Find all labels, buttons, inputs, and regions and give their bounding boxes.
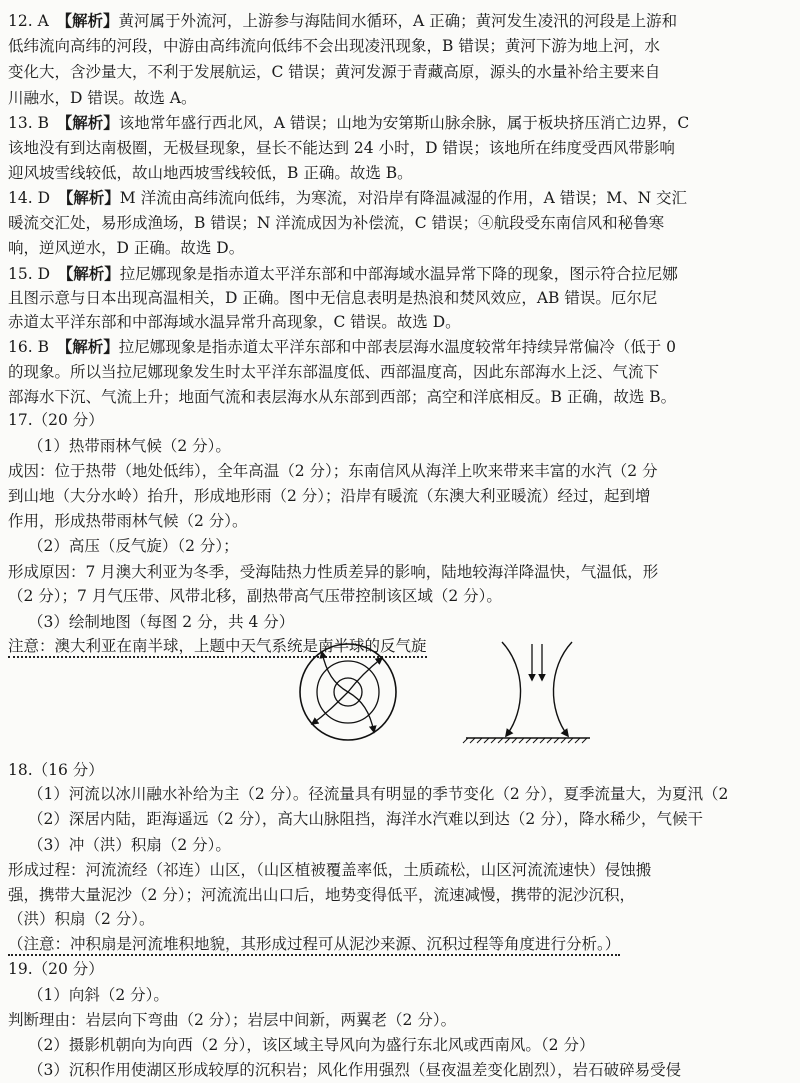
text-segment: （3）沉积作用使湖区形成较厚的沉积岩；风化作用强烈（昼夜温差变化剧烈），岩石破碎易受侵 [28, 1061, 682, 1079]
emphasis-note: （注意：冲积扇是河流堆积地貌，其形成过程可从泥沙来源、沉积过程等角度进行分析。） [8, 935, 620, 956]
text-segment: （2）高压（反气旋）（2 分）； [28, 537, 239, 555]
text-line [0, 211, 800, 236]
text-segment: （3）绘制地图（每图 2 分，共 4 分） [28, 613, 295, 631]
text-segment: 部海水下沉、气流上升；地面气流和表层海水从东部到西部；高空和洋底相反。B 正确，故选 B。 [8, 388, 677, 406]
text-segment: 变化大，含沙量大，不利于发展航运，C 错误；黄河发源于青藏高原，源头的水量补给主要来自 [8, 63, 661, 81]
text-line [0, 484, 800, 509]
text-segment: 形成过程：河流流经（祁连）山区，（山区植被覆盖率低，土质疏松，山区河流流速快）侵蚀搬 [8, 861, 652, 879]
analysis-label: 【解析】 [64, 113, 119, 132]
text-line [0, 509, 800, 534]
text-line [0, 560, 800, 585]
text-segment: 成因：位于热带（地处低纬），全年高温（2 分）；东南信风从海洋上吹来带来丰富的水汽（2 分 [8, 462, 658, 480]
text-segment: （1）热带雨林气候（2 分）。 [28, 437, 231, 455]
text-segment: 该地常年盛行西北风，A 错误；山地为安第斯山脉余脉，属于板块挤压消亡边界，C [118, 114, 690, 132]
text-segment: （2）深居内陆，距海遥远（2 分），高大山脉阻挡，海洋水汽难以到达（2 分），降水稀少，气候干 [28, 810, 703, 828]
text-line [0, 434, 800, 459]
text-line [0, 408, 800, 433]
text-line [0, 360, 800, 385]
text-line [0, 60, 800, 85]
text-segment: M 洋流由高纬流向低纬，为寒流，对沿岸有降温减湿的作用，A 错误；M、N 交汇 [119, 189, 688, 207]
text-line [0, 983, 800, 1008]
text-line [0, 236, 800, 261]
text-segment: 18.（16 分） [8, 761, 104, 779]
text-segment: 黄河属于外流河，上游参与海陆间水循环，A 正确；黄河发生凌汛的河段是上游和 [118, 12, 678, 30]
text-line [0, 310, 800, 335]
text-segment: 强，携带大量泥沙（2 分）；河流流出山口后，地势变得低平，流速减慢，携带的泥沙沉积， [8, 886, 636, 904]
text-line [0, 161, 800, 186]
text-segment: 拉尼娜现象是指赤道太平洋东部和中部表层海水温度较常年持续异常偏冷（低于 0 [118, 338, 677, 356]
descending-airflow-diagram [463, 642, 590, 743]
text-line [0, 833, 800, 858]
text-segment: 的现象。所以当拉尼娜现象发生时太平洋东部温度低、西部温度高，因此东部海水上泛、气流下 [8, 363, 660, 381]
text-segment: 低纬流向高纬的河段，中游由高纬流向低纬不会出现凌汛现象，B 错误；黄河下游为地上河，水 [8, 37, 660, 55]
text-line [0, 385, 800, 410]
text-segment: 作用，形成热带雨林气候（2 分）。 [8, 512, 248, 530]
text-line [0, 334, 800, 359]
text-segment: 15. D [8, 265, 66, 283]
text-line [0, 86, 800, 111]
text-segment: 17.（20 分） [8, 411, 104, 429]
text-line [0, 858, 800, 883]
text-segment: 且图示意与日本出现高温相关，D 正确。图中无信息表明是热浪和焚风效应，AB 错误。厄尔尼 [8, 289, 658, 307]
text-line [0, 782, 800, 807]
text-line [0, 957, 800, 982]
analysis-label: 【解析】 [64, 11, 119, 30]
text-segment: 判断理由：岩层向下弯曲（2 分）；岩层中间新，两翼老（2 分）。 [8, 1011, 457, 1029]
text-line [0, 1058, 800, 1083]
text-line [0, 261, 800, 286]
text-segment: （2 分）；7 月气压带、风带北移，副热带高气压带控制该区域（2 分）。 [8, 587, 502, 605]
text-segment: 12. A [8, 12, 65, 30]
text-line [0, 534, 800, 559]
text-segment: （1）向斜（2 分）。 [28, 986, 169, 1004]
anticyclone-circle-diagram [300, 644, 396, 740]
text-segment: 19.（20 分） [8, 960, 104, 978]
text-line [0, 932, 800, 957]
analysis-label: 【解析】 [65, 264, 120, 283]
text-line [0, 286, 800, 311]
text-line [0, 185, 800, 210]
text-segment: 14. D [8, 189, 66, 207]
text-segment: 赤道太平洋东部和中部海域水温异常升高现象，C 错误。故选 D。 [8, 313, 461, 331]
text-segment: 到山地（大分水岭）抬升，形成地形雨（2 分）；沿岸有暖流（东澳大利亚暖流）经过，起到增 [8, 487, 651, 505]
text-line [0, 110, 800, 135]
analysis-label: 【解析】 [65, 188, 120, 207]
text-line [0, 907, 800, 932]
text-segment: 暖流交汇处，易形成渔场，B 错误；N 洋流成因为补偿流，C 错误；④航段受东南信风和秘鲁寒 [8, 214, 665, 232]
text-segment: 该地没有到达南极圈，无极昼现象，昼长不能达到 24 小时，D 错误；该地所在纬度受西风带影响 [8, 139, 675, 157]
text-line [0, 584, 800, 609]
text-segment: 川融水，D 错误。故选 A。 [8, 89, 197, 107]
text-segment: 13. B [8, 114, 65, 132]
text-line [0, 1008, 800, 1033]
text-line [0, 807, 800, 832]
text-line [0, 136, 800, 161]
text-segment: （3）冲（洪）积扇（2 分）。 [28, 836, 231, 854]
text-segment: 16. B [8, 338, 65, 356]
text-segment: 迎风坡雪线较低，故山地西坡雪线较低，B 正确。故选 B。 [8, 164, 413, 182]
text-line [0, 883, 800, 908]
text-line [0, 34, 800, 59]
text-line [0, 459, 800, 484]
text-segment: 拉尼娜现象是指赤道太平洋东部和中部海域水温异常下降的现象，图示符合拉尼娜 [119, 265, 678, 283]
text-line [0, 610, 800, 635]
text-segment: （2）摄影机朝向为向西（2 分），该区域主导风向为盛行东北风或西南风。（2 分） [28, 1036, 595, 1054]
emphasis-note: 注意：澳大利亚在南半球，上题中天气系统是南半球的反气旋 [8, 637, 427, 658]
text-segment: 响，逆风逆水，D 正确。故选 D。 [8, 239, 245, 257]
text-line [0, 1033, 800, 1058]
text-segment: 形成原因：7 月澳大利亚为冬季，受海陆热力性质差异的影响，陆地较海洋降温快，气温低，形 [8, 563, 659, 581]
wind-diagrams [290, 636, 590, 746]
text-line [0, 8, 800, 33]
analysis-label: 【解析】 [64, 337, 119, 356]
text-line [0, 758, 800, 783]
text-segment: （1）河流以冰川融水补给为主（2 分）。径流量具有明显的季节变化（2 分），夏季流量大，为夏汛（2 [28, 785, 729, 803]
text-segment: （洪）积扇（2 分）。 [8, 910, 155, 928]
